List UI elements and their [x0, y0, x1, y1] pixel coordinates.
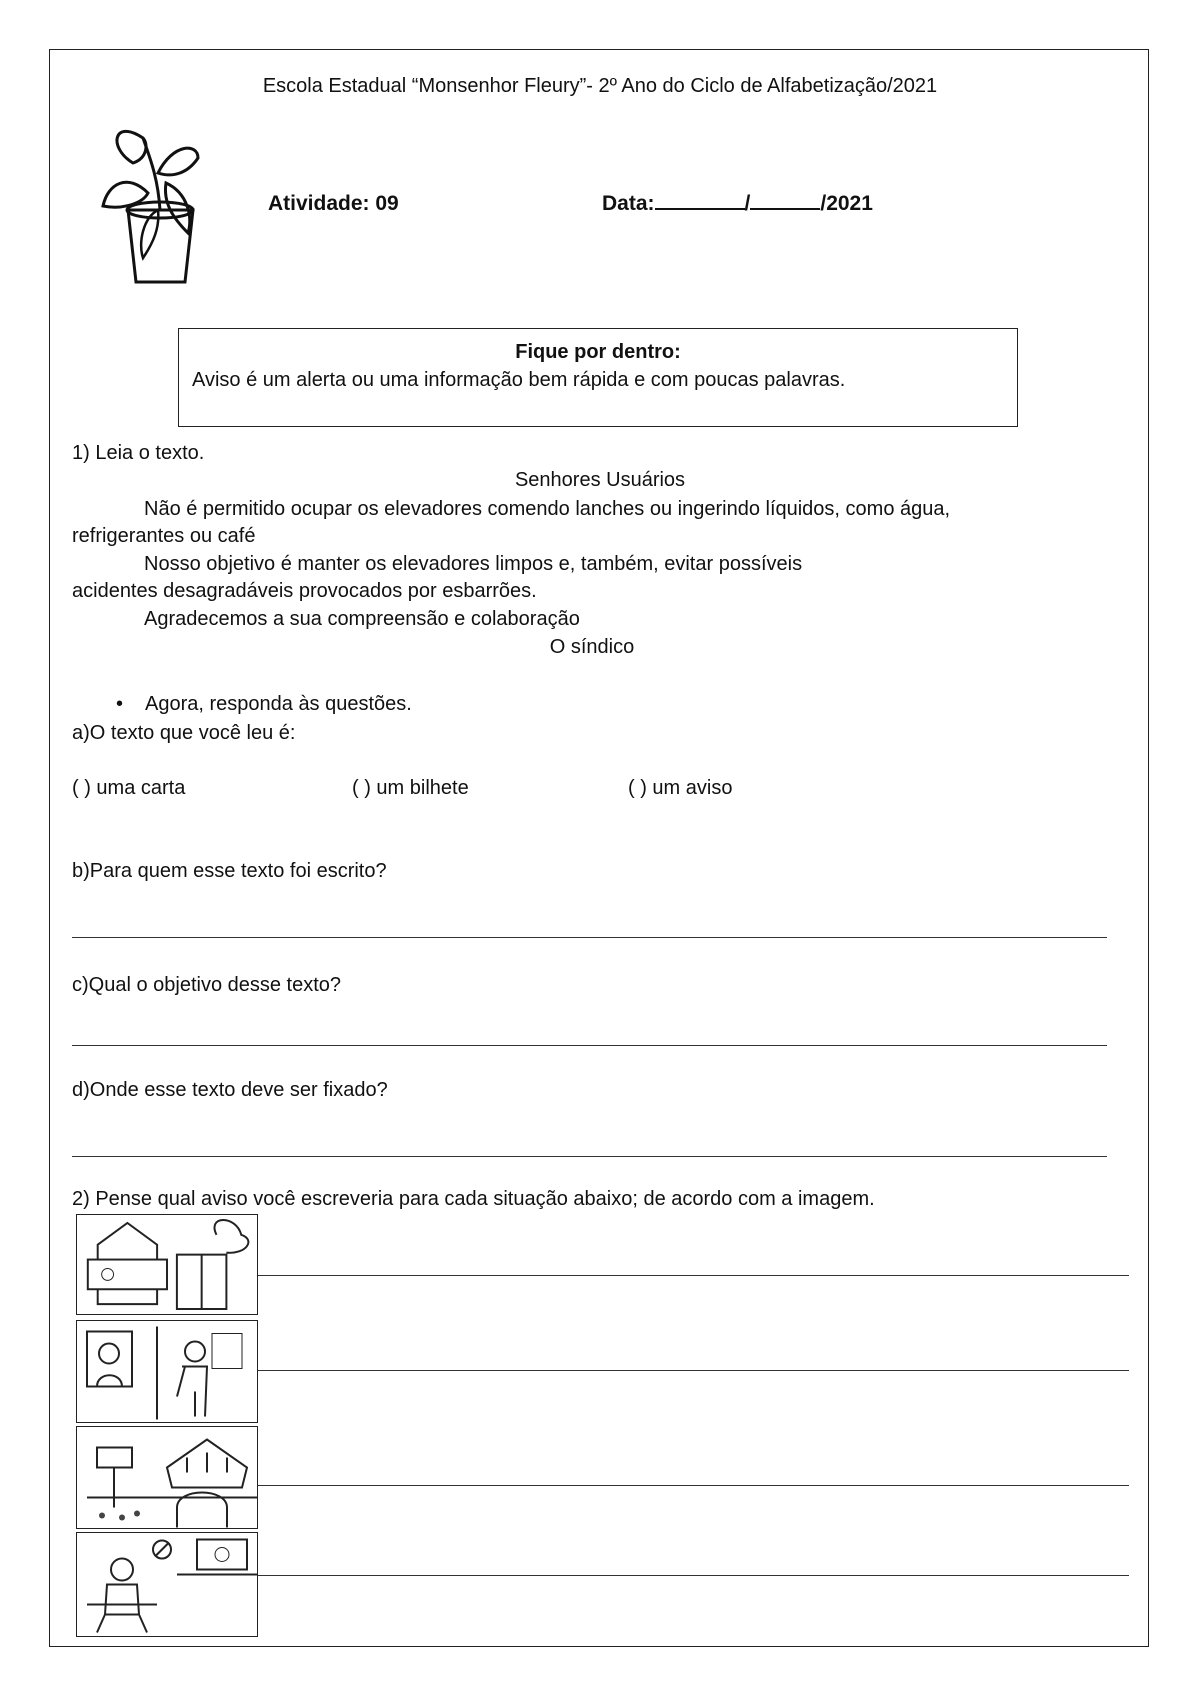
- date-separator: /: [744, 192, 751, 215]
- notice-line: acidentes desagradáveis provocados por esbarrões.: [72, 580, 537, 602]
- situation-image-nurse-window: [76, 1320, 258, 1423]
- notice-line: refrigerantes ou café: [72, 525, 256, 547]
- notice-line: Nosso objetivo é manter os elevadores limpos e, também, evitar possíveis: [144, 553, 803, 575]
- activity-number: Atividade: 09: [268, 192, 399, 215]
- option-aviso[interactable]: ( ) um aviso: [628, 777, 733, 799]
- answer-line-situation-1[interactable]: [258, 1275, 1129, 1276]
- bullet-icon: •: [116, 693, 124, 715]
- question-c: c)Qual o objetivo desse texto?: [72, 974, 342, 996]
- info-box-text: Aviso é um alerta ou uma informação bem rápida e com poucas palavras.: [192, 369, 846, 391]
- instruction: Agora, responda às questões.: [145, 693, 412, 715]
- situation-image-no-smoking-waiting-room: [76, 1532, 258, 1637]
- option-carta[interactable]: ( ) uma carta: [72, 777, 186, 799]
- notice-line: Não é permitido ocupar os elevadores comendo lanches ou ingerindo líquidos, como água,: [144, 498, 951, 520]
- question-b: b)Para quem esse texto foi escrito?: [72, 860, 387, 882]
- answer-line-d[interactable]: [72, 1156, 1107, 1157]
- question-1-prompt: 1) Leia o texto.: [72, 442, 205, 464]
- option-bilhete[interactable]: ( ) um bilhete: [352, 777, 469, 799]
- answer-line-b[interactable]: [72, 937, 1107, 938]
- answer-line-situation-4[interactable]: [258, 1575, 1129, 1576]
- notice-signature: O síndico: [549, 636, 635, 658]
- potted-plant-illustration: [88, 118, 218, 286]
- situation-image-house-gate: [76, 1214, 258, 1315]
- date-field[interactable]: [602, 193, 873, 214]
- school-header: Escola Estadual “Monsenhor Fleury”- 2º Ano do Ciclo de Alfabetização/2021: [262, 75, 938, 97]
- answer-line-situation-3[interactable]: [258, 1485, 1129, 1486]
- answer-line-situation-2[interactable]: [258, 1370, 1129, 1371]
- date-label: Data:: [602, 192, 655, 215]
- notice-title: Senhores Usuários: [514, 469, 686, 491]
- question-a: a)O texto que você leu é:: [72, 722, 296, 744]
- answer-line-c[interactable]: [72, 1045, 1107, 1046]
- info-box-title: Fique por dentro:: [515, 341, 681, 363]
- question-2-prompt: 2) Pense qual aviso você escreveria para cada situação abaixo; de acordo com a imagem.: [72, 1188, 875, 1210]
- question-d: d)Onde esse texto deve ser fixado?: [72, 1079, 388, 1101]
- date-year: /2021: [820, 192, 873, 215]
- notice-line: Agradecemos a sua compreensão e colaboração: [144, 608, 580, 630]
- situation-image-garden-house: [76, 1426, 258, 1529]
